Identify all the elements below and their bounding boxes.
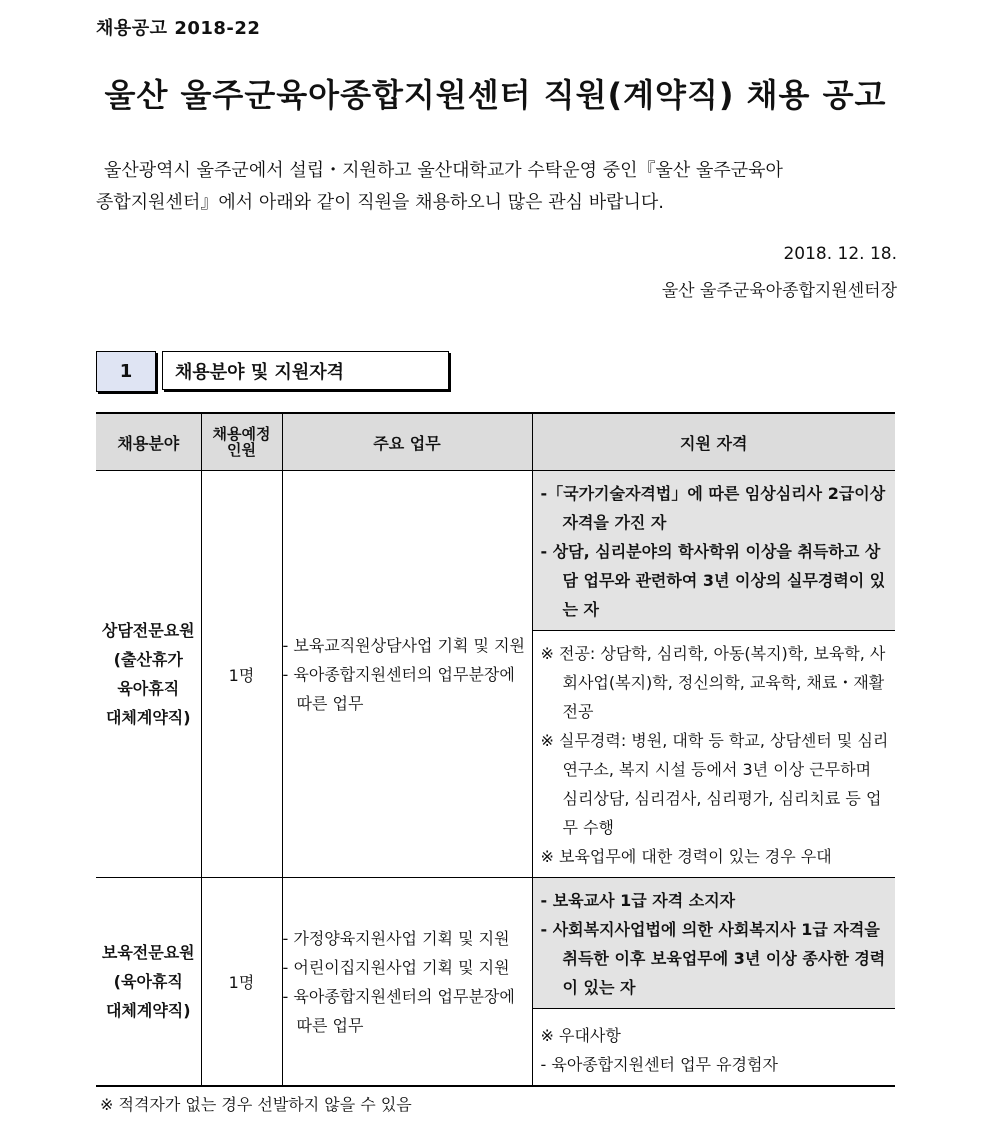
field-line: (육아휴직 <box>113 972 183 991</box>
header-count <box>201 413 282 471</box>
field-cell <box>96 471 201 878</box>
field-line: (출산휴가 <box>113 650 183 669</box>
notice-number: 채용공고 2018-22 <box>96 18 261 39</box>
header-duties: 주요 업무 <box>282 413 532 471</box>
header-field: 채용분야 <box>96 413 201 471</box>
qualification-note: ※ 우대사항 <box>540 1026 621 1045</box>
qualifications-cell <box>532 471 895 878</box>
field-line: 상담전문요원 <box>101 621 195 640</box>
intro-line-2: 종합지원센터』에서 아래와 같이 직원을 채용하오니 많은 관심 바랍니다. <box>96 192 665 213</box>
qualification-notes <box>533 1009 896 1085</box>
count-cell: 1명 <box>201 878 282 1087</box>
qualification-note: ※ 실무경력: 병원, 대학 등 학교, 상담센터 및 심리 연구소, 복지 시설 등에서 3년 이상 근무하며 심리상담, 심리검사, 심리평가, 심리치료 등 업무 수행 <box>540 731 889 837</box>
duties-cell <box>282 878 532 1087</box>
duty-item: - 어린이집지원사업 기획 및 지원 <box>282 957 510 977</box>
page-title: 울산 울주군육아종합지원센터 직원(계약직) 채용 공고 <box>104 76 887 114</box>
duty-item: - 가정양육지원사업 기획 및 지원 <box>282 928 510 948</box>
count-cell: 1명 <box>201 471 282 878</box>
field-line: 보육전문요원 <box>101 943 195 962</box>
qualification-note: - 육아종합지원센터 업무 유경험자 <box>540 1055 778 1074</box>
field-line: 대체계약직) <box>105 708 191 727</box>
required-qualifications <box>533 471 896 631</box>
table-header-row <box>96 413 895 471</box>
qualification-item: - 보육교사 1급 자격 소지자 <box>540 891 736 910</box>
notice-date: 2018. 12. 18. <box>783 244 897 264</box>
duty-item: - 보육교직원상담사업 기획 및 지원 <box>282 635 526 655</box>
recruitment-table <box>96 412 895 1087</box>
intro-paragraph <box>96 155 896 219</box>
field-line: 대체계약직) <box>105 1001 191 1020</box>
qualification-note: ※ 전공: 상담학, 심리학, 아동(복지)학, 보육학, 사회사업(복지)학, 정신의학, 교육학, 채료・재활 전공 <box>540 644 886 721</box>
field-line: 육아휴직 <box>117 679 180 698</box>
table-row <box>96 471 895 878</box>
signer: 울산 울주군육아종합지원센터장 <box>661 281 897 301</box>
section-title: 채용분야 및 지원자격 <box>162 351 449 390</box>
required-qualifications <box>533 878 896 1009</box>
qualification-item: - 상담, 심리분야의 학사학위 이상을 취득하고 상담 업무와 관련하여 3년 이상의 실무경력이 있는 자 <box>540 542 886 619</box>
header-qualifications: 지원 자격 <box>532 413 895 471</box>
duties-cell <box>282 471 532 878</box>
field-cell <box>96 878 201 1087</box>
qualification-item: - 사회복지사업법에 의한 사회복지사 1급 자격을 취득한 이후 보육업무에 3년 이상 종사한 경력이 있는 자 <box>540 920 886 997</box>
qualification-item: -「국가기술자격법」에 따른 임상심리사 2급이상 자격을 가진 자 <box>540 484 886 532</box>
footnote: ※ 적격자가 없는 경우 선발하지 않을 수 있음 <box>100 1095 412 1114</box>
qualification-notes <box>533 631 896 877</box>
qualification-note: ※ 보육업무에 대한 경력이 있는 경우 우대 <box>540 847 832 866</box>
duty-item: - 육아종합지원센터의 업무분장에 따른 업무 <box>282 986 515 1035</box>
qualifications-cell <box>532 878 895 1087</box>
duty-item: - 육아종합지원센터의 업무분장에 따른 업무 <box>282 664 515 713</box>
section-number: 1 <box>96 351 156 392</box>
header-count-line1: 채용예정 <box>212 424 271 443</box>
intro-line-1: 울산광역시 울주군에서 설립・지원하고 울산대학교가 수탁운영 중인『울산 울주군육아 <box>104 160 783 181</box>
table-row <box>96 878 895 1087</box>
header-count-line2: 인원 <box>227 440 256 459</box>
